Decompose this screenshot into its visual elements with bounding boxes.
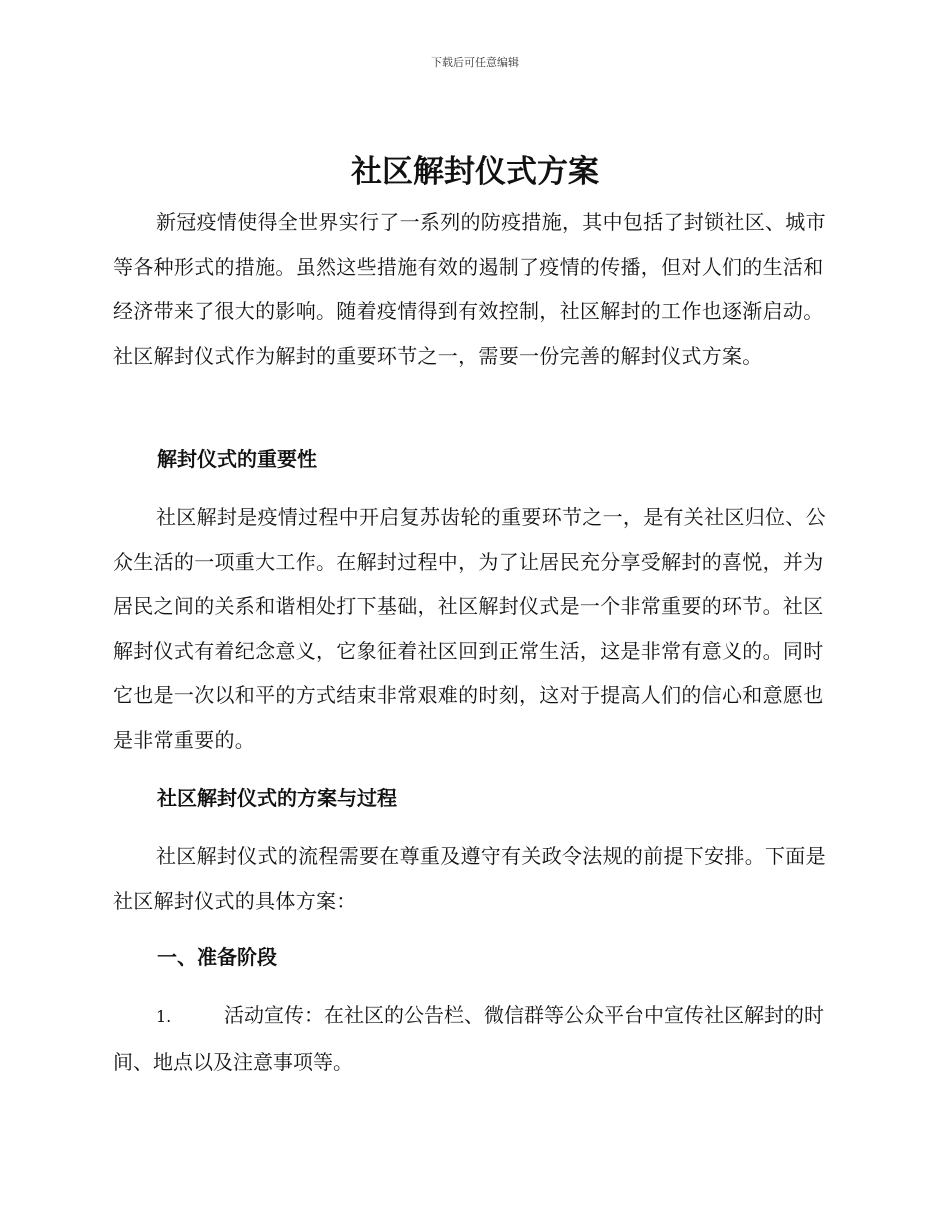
plan-paragraph: 社区解封仪式的流程需要在尊重及遵守有关政令法规的前提下安排。下面是社区解封仪式的具体方案：: [113, 844, 826, 913]
list-item: [113, 993, 833, 1084]
section-heading-plan: 社区解封仪式的方案与过程: [157, 786, 397, 810]
list-item-number: 1.: [156, 1007, 172, 1026]
importance-paragraph: 社区解封是疫情过程中开启复苏齿轮的重要环节之一，是有关社区归位、公众生活的一项重大工作。在解封过程中，为了让居民充分享受解封的喜悦，并为居民之间的关系和谐相处打下基础，社区解封仪式是一个非常重要的环节。社区解封仪式有着纪念意义，它象征着社区回到正常生活，这是非常有意义的。同时它也是一次以和平的方式结束非常艰难的时刻，这对于提高人们的信心和意愿也是非常重要的。: [113, 505, 826, 752]
section-heading-preparation: 一、准备阶段: [157, 945, 277, 969]
section-heading-importance: 解封仪式的重要性: [157, 447, 317, 471]
intro-paragraph: 新冠疫情使得全世界实行了一系列的防疫措施，其中包括了封锁社区、城市等各种形式的措施。虽然这些措施有效的遏制了疫情的传播，但对人们的生活和经济带来了很大的影响。随着疫情得到有效控制，社区解封的工作也逐渐启动。社区解封仪式作为解封的重要环节之一，需要一份完善的解封仪式方案。: [113, 210, 826, 368]
document-title: 社区解封仪式方案: [351, 154, 599, 190]
list-item-text: 活动宣传：在社区的公告栏、微信群等公众平台中宣传社区解封的时间、地点以及注意事项等。: [113, 1003, 824, 1074]
header-note: 下载后可任意编辑: [431, 56, 519, 69]
